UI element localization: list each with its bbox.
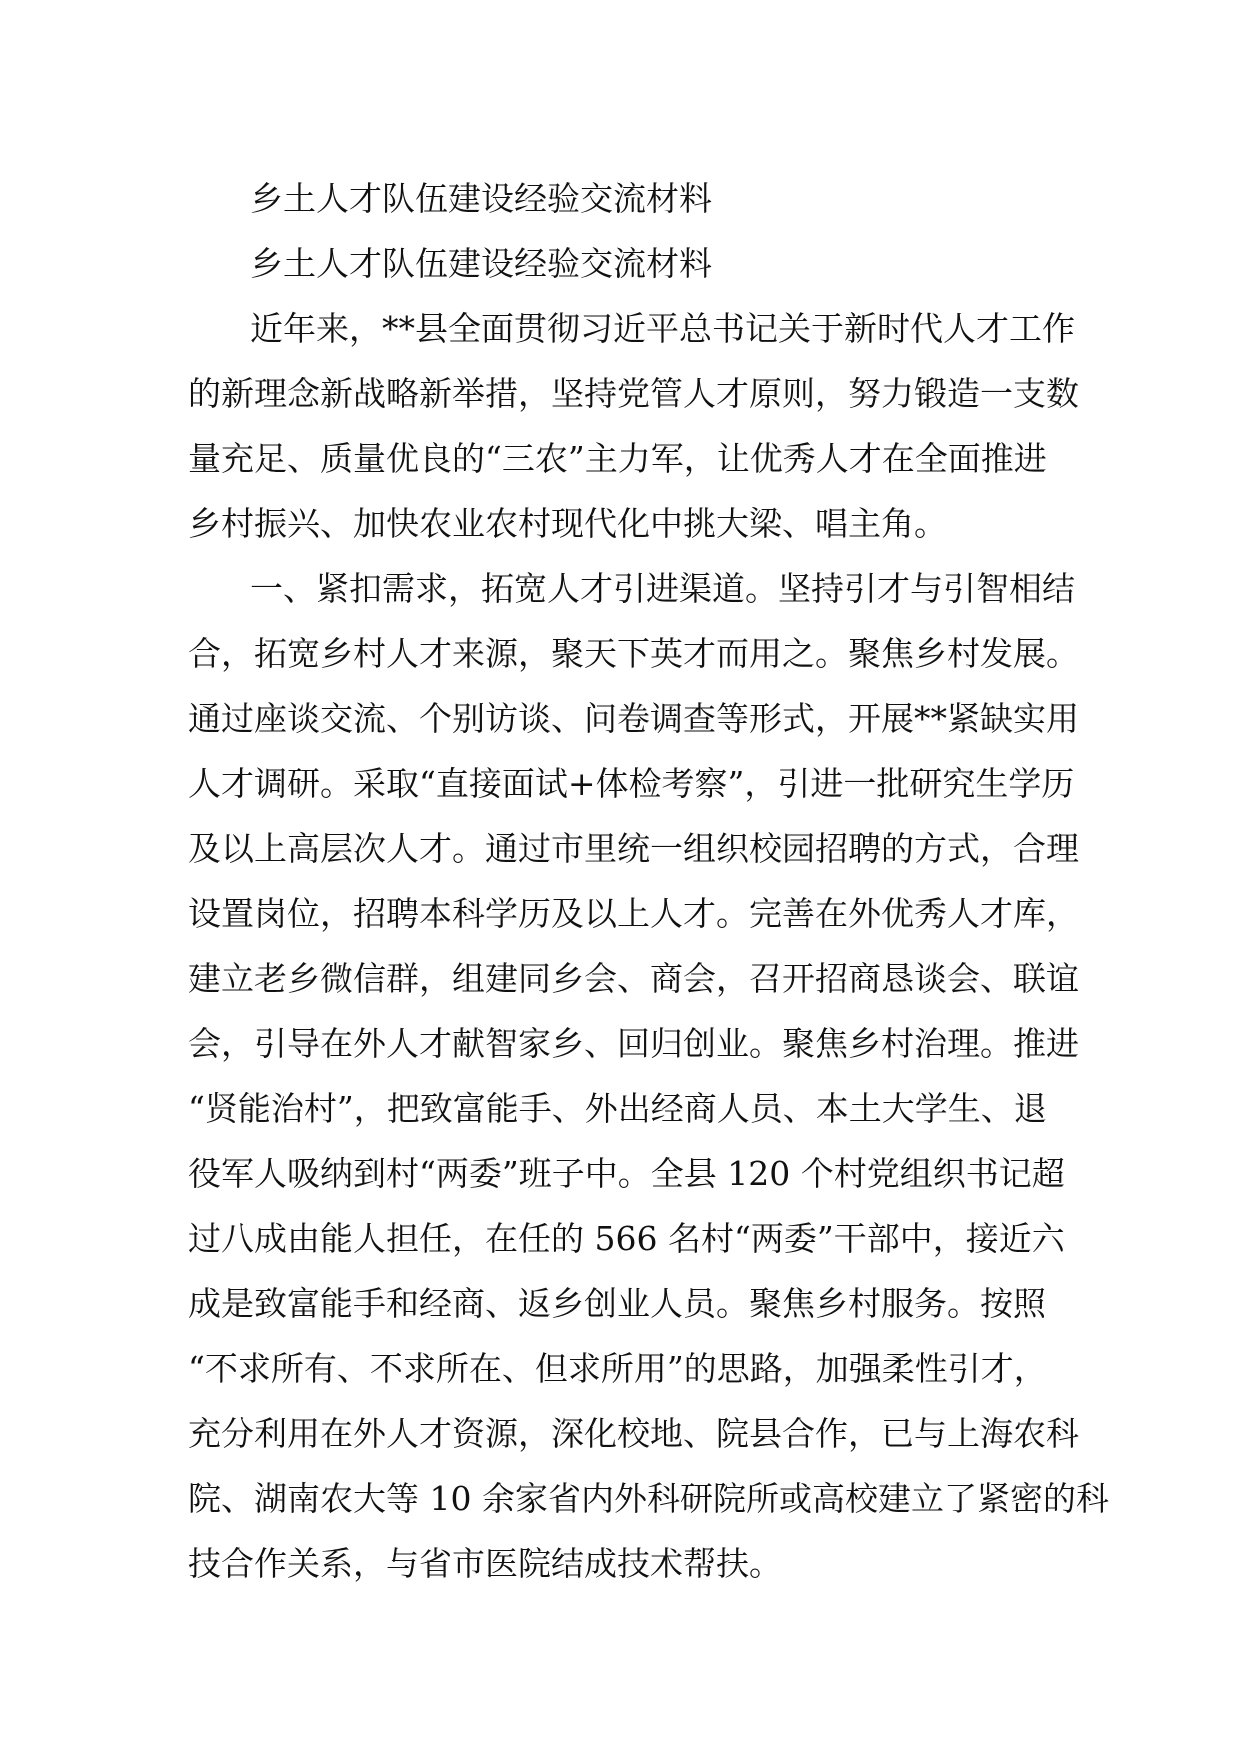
- document-subtitle: 乡土人才队伍建设经验交流材料: [250, 244, 712, 283]
- document-title: 乡土人才队伍建设经验交流材料: [250, 179, 712, 218]
- paragraph-line: 设置岗位，招聘本科学历及以上人才。完善在外优秀人才库，: [188, 894, 1079, 933]
- paragraph-line: 成是致富能手和经商、返乡创业人员。聚焦乡村服务。按照: [188, 1284, 1046, 1323]
- paragraph-line: 合，拓宽乡村人才来源，聚天下英才而用之。聚焦乡村发展。: [188, 634, 1079, 673]
- paragraph-line: 量充足、质量优良的“三农”主力军，让优秀人才在全面推进: [188, 439, 1047, 478]
- paragraph-line: 院、湖南农大等 10 余家省内外科研院所或高校建立了紧密的科: [188, 1479, 1109, 1518]
- paragraph-line: 一、紧扣需求，拓宽人才引进渠道。坚持引才与引智相结: [250, 569, 1075, 608]
- paragraph-line: 通过座谈交流、个别访谈、问卷调查等形式，开展**紧缺实用: [188, 699, 1079, 738]
- paragraph-line: 会，引导在外人才献智家乡、回归创业。聚焦乡村治理。推进: [188, 1024, 1079, 1063]
- paragraph-intro: [188, 296, 1079, 556]
- paragraph-line: 及以上高层次人才。通过市里统一组织校园招聘的方式，合理: [188, 829, 1079, 868]
- paragraph-line: 的新理念新战略新举措，坚持党管人才原则，努力锻造一支数: [188, 374, 1079, 413]
- paragraph-line: 过八成由能人担任，在任的 566 名村“两委”干部中，接近六: [188, 1219, 1065, 1258]
- document-body: [188, 166, 1109, 1596]
- paragraph-section-one: [188, 556, 1109, 1596]
- paragraph-line: 役军人吸纳到村“两委”班子中。全县 120 个村党组织书记超: [188, 1154, 1065, 1193]
- paragraph-line: 乡村振兴、加快农业农村现代化中挑大梁、唱主角。: [188, 504, 947, 543]
- paragraph-line: “不求所有、不求所在、但求所用”的思路，加强柔性引才，: [188, 1349, 1047, 1388]
- paragraph-line: “贤能治村”，把致富能手、外出经商人员、本土大学生、退: [188, 1089, 1047, 1128]
- paragraph-line: 人才调研。采取“直接面试+体检考察”，引进一批研究生学历: [188, 764, 1075, 803]
- paragraph-line: 建立老乡微信群，组建同乡会、商会，召开招商恳谈会、联谊: [188, 959, 1079, 998]
- paragraph-line: 充分利用在外人才资源，深化校地、院县合作，已与上海农科: [188, 1414, 1079, 1453]
- paragraph-line: 技合作关系，与省市医院结成技术帮扶。: [188, 1544, 782, 1583]
- paragraph-line: 近年来，**县全面贯彻习近平总书记关于新时代人才工作: [250, 309, 1075, 348]
